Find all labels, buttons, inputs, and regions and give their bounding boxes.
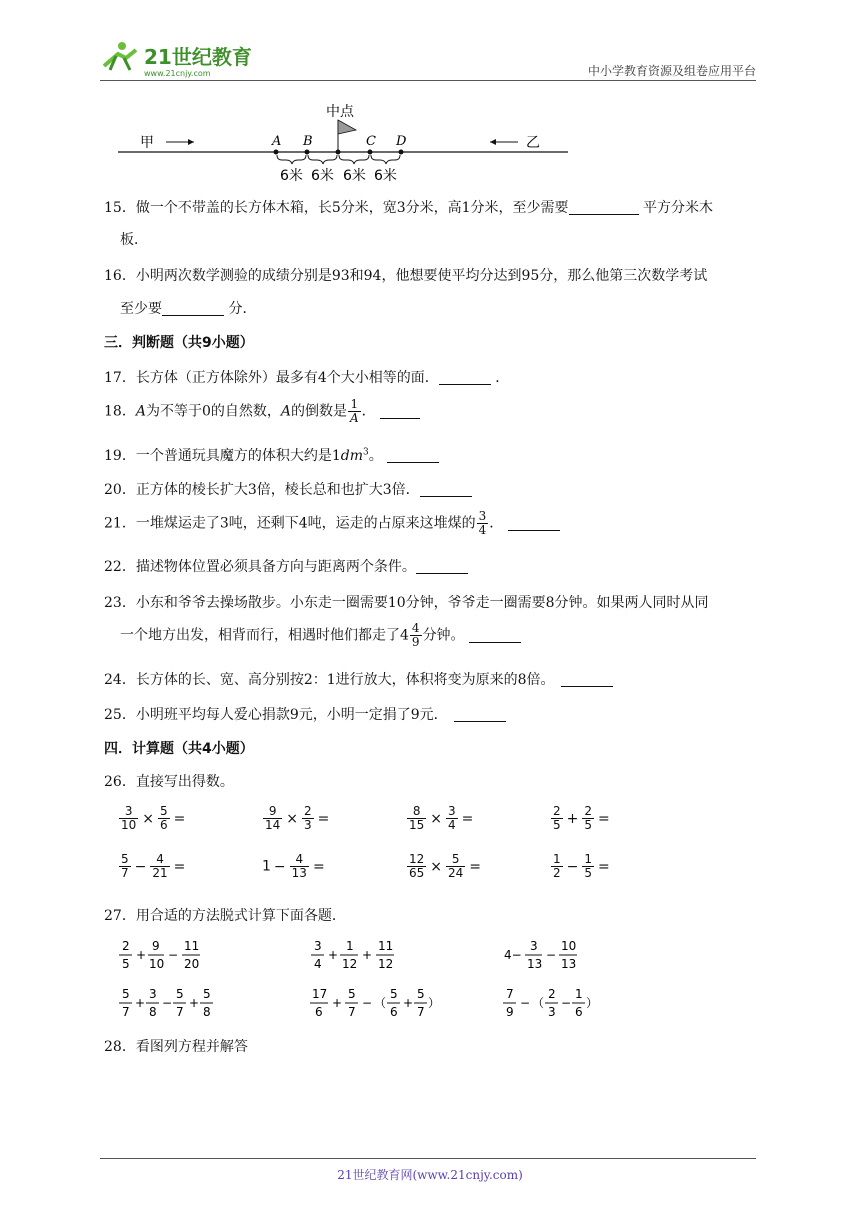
- question-17: 17．长方体（正方体除外）最多有4个大小相等的面． ．: [104, 370, 510, 386]
- svg-text:5: 5: [348, 987, 356, 1001]
- svg-text:13: 13: [561, 957, 577, 971]
- answer-blank-25[interactable]: [454, 707, 506, 722]
- answer-blank-24[interactable]: [561, 672, 613, 687]
- svg-text:21世纪教育: 21世纪教育: [144, 45, 252, 69]
- header-platform-text: 中小学教育资源及组卷应用平台: [587, 64, 756, 78]
- question-16-cont: 至少要 分．: [120, 301, 257, 317]
- answer-blank-21[interactable]: [508, 516, 560, 531]
- calc-item: $\frac{3}{10}$ × $\frac{5}{6}$ =: [121, 804, 186, 832]
- segment-mc: 6米: [343, 168, 366, 184]
- question-25: 25．小明班平均每人爱心捐款9元，小明一定捐了9元．: [104, 704, 506, 724]
- question-26: 26．直接写出得数。: [104, 774, 234, 790]
- svg-text:+: +: [136, 948, 147, 962]
- svg-text:9: 9: [506, 1005, 514, 1019]
- logo: [96, 36, 256, 80]
- svg-text:+: +: [332, 996, 343, 1010]
- answer-blank-23[interactable]: [469, 628, 521, 643]
- question-27: 27．用合适的方法脱式计算下面各题．: [104, 908, 346, 924]
- svg-text:−: −: [520, 996, 531, 1010]
- calc-expression: [118, 986, 228, 1024]
- svg-text:17: 17: [312, 987, 328, 1001]
- svg-text:+: +: [328, 948, 339, 962]
- answer-blank-22[interactable]: [416, 559, 468, 574]
- svg-text:5: 5: [176, 987, 184, 1001]
- fraction: $\frac{1}{A}$: [350, 397, 359, 425]
- svg-text:8: 8: [149, 1005, 157, 1019]
- svg-text:5: 5: [417, 987, 425, 1001]
- section-judgment-title: 三．判断题（共9小题）: [104, 335, 254, 351]
- svg-text:11: 11: [184, 939, 200, 953]
- calc-item: $\frac{1}{2}$ − $\frac{1}{5}$ =: [553, 852, 610, 880]
- svg-text:6: 6: [390, 1005, 398, 1019]
- question-20: 20．正方体的棱长扩大3倍，棱长总和也扩大3倍．: [104, 479, 472, 499]
- question-24: 24．长方体的长、宽、高分别按2：1进行放大，体积将变为原来的8倍。: [104, 669, 613, 689]
- svg-text:7: 7: [417, 1005, 425, 1019]
- svg-text:6: 6: [575, 1005, 583, 1019]
- svg-text:1: 1: [575, 987, 583, 1001]
- svg-text:5: 5: [390, 987, 398, 1001]
- answer-blank-18[interactable]: [380, 404, 420, 419]
- question-16: 16．小明两次数学测验的成绩分别是93和94，他想要使平均分达到95分，那么他第三次数学考试: [104, 268, 708, 284]
- calc-expression: [502, 938, 592, 976]
- calc-expression: [502, 986, 612, 1024]
- svg-text:2: 2: [548, 987, 556, 1001]
- svg-text:2: 2: [122, 939, 130, 953]
- svg-text:−: −: [561, 996, 572, 1010]
- svg-text:（: （: [374, 996, 387, 1010]
- question-28: 28．看图列方程并解答: [104, 1039, 248, 1055]
- footer-divider: [100, 1158, 756, 1159]
- segment-bm: 6米: [311, 168, 334, 184]
- calc-expression: [118, 938, 214, 976]
- svg-text:）: ）: [586, 996, 599, 1010]
- header-divider: [100, 80, 756, 81]
- svg-text:10: 10: [149, 957, 165, 971]
- question-22: 22．描述物体位置必须具备方向与距离两个条件。: [104, 556, 468, 576]
- svg-text:4−: 4−: [504, 948, 522, 962]
- point-d: D: [396, 134, 407, 149]
- segment-cd: 6米: [374, 168, 397, 184]
- svg-text:7: 7: [122, 1005, 130, 1019]
- svg-text:3: 3: [530, 939, 538, 953]
- midpoint-label: 中点: [326, 104, 354, 120]
- answer-blank-15[interactable]: [569, 200, 639, 215]
- answer-blank-17[interactable]: [439, 370, 491, 385]
- calc-expression: [310, 986, 440, 1024]
- answer-blank-19[interactable]: [387, 448, 439, 463]
- svg-text:−: −: [162, 996, 173, 1010]
- svg-text:+: +: [362, 948, 373, 962]
- person-yi: 乙: [526, 135, 540, 151]
- svg-text:7: 7: [506, 987, 514, 1001]
- point-a: A: [272, 134, 282, 149]
- question-23-cont: 一个地方出发，相背而行，相遇时他们都走了4 $\frac{4}{9}$ 分钟。: [120, 622, 521, 649]
- svg-text:www.21cnjy.com: www.21cnjy.com: [144, 69, 211, 78]
- question-15: 15．做一个不带盖的长方体木箱，长5分米，宽3分米，高1分米，至少需要 平方分米木: [104, 200, 713, 216]
- section-calc-title: 四．计算题（共4小题）: [104, 741, 254, 757]
- svg-text:11: 11: [378, 939, 394, 953]
- svg-text:1: 1: [346, 939, 354, 953]
- svg-text:−: −: [168, 948, 179, 962]
- svg-text:7: 7: [348, 1005, 356, 1019]
- question-19: 19．一个普通玩具魔方的体积大约是$1dm^3$。: [104, 445, 439, 465]
- question-21: 21．一堆煤运走了3吨，还剩下4吨，运走的占原来这堆煤的 $\frac{3}{4}$ ．: [104, 510, 560, 537]
- svg-text:5: 5: [122, 957, 130, 971]
- svg-text:9: 9: [152, 939, 160, 953]
- svg-text:）: ）: [428, 996, 440, 1010]
- svg-text:12: 12: [342, 957, 358, 971]
- calc-item: 1 − $\frac{4}{13}$ =: [262, 852, 325, 880]
- svg-text:3: 3: [314, 939, 322, 953]
- calc-item: $\frac{5}{7}$ − $\frac{4}{21}$ =: [121, 852, 186, 880]
- svg-text:3: 3: [548, 1005, 556, 1019]
- point-b: B: [303, 134, 313, 149]
- point-c: C: [366, 134, 376, 149]
- question-23: 23．小东和爷爷去操场散步。小东走一圈需要10分钟，爷爷走一圈需要8分钟。如果两人同时从同: [104, 595, 709, 611]
- svg-text:20: 20: [184, 957, 200, 971]
- person-jia: 甲: [140, 135, 154, 151]
- svg-text:−: −: [362, 996, 373, 1010]
- svg-text:7: 7: [176, 1005, 184, 1019]
- svg-text:+: +: [403, 996, 414, 1010]
- calc-item: $\frac{12}{65}$ × $\frac{5}{24}$ =: [409, 852, 482, 880]
- svg-text:8: 8: [203, 1005, 211, 1019]
- svg-text:−: −: [546, 948, 557, 962]
- calc-expression: [310, 938, 410, 976]
- svg-text:6: 6: [315, 1005, 323, 1019]
- svg-text:4: 4: [314, 957, 322, 971]
- calc-item: $\frac{2}{5}$ + $\frac{2}{5}$ =: [553, 804, 610, 832]
- svg-text:3: 3: [149, 987, 157, 1001]
- svg-text:+: +: [135, 996, 146, 1010]
- answer-blank-20[interactable]: [420, 482, 472, 497]
- svg-text:（: （: [532, 996, 545, 1010]
- svg-text:12: 12: [378, 957, 394, 971]
- answer-blank-16[interactable]: [162, 301, 224, 316]
- midpoint-diagram: [110, 100, 580, 192]
- svg-text:5: 5: [122, 987, 130, 1001]
- svg-text:5: 5: [203, 987, 211, 1001]
- calc-item: $\frac{9}{14}$ × $\frac{2}{3}$ =: [265, 804, 330, 832]
- svg-text:13: 13: [527, 957, 543, 971]
- segment-ab: 6米: [280, 168, 303, 184]
- svg-text:10: 10: [561, 939, 577, 953]
- fraction: $\frac{3}{4}$: [478, 509, 487, 537]
- question-15-cont: 板．: [120, 232, 148, 248]
- calc-item: $\frac{8}{15}$ × $\frac{3}{4}$ =: [409, 804, 474, 832]
- question-18: 18．A为不等于0的自然数，A的倒数是 $\frac{1}{A}$ ．: [104, 398, 420, 425]
- svg-text:+: +: [189, 996, 200, 1010]
- footer-text[interactable]: 21世纪教育网(www.21cnjy.com): [337, 1168, 523, 1182]
